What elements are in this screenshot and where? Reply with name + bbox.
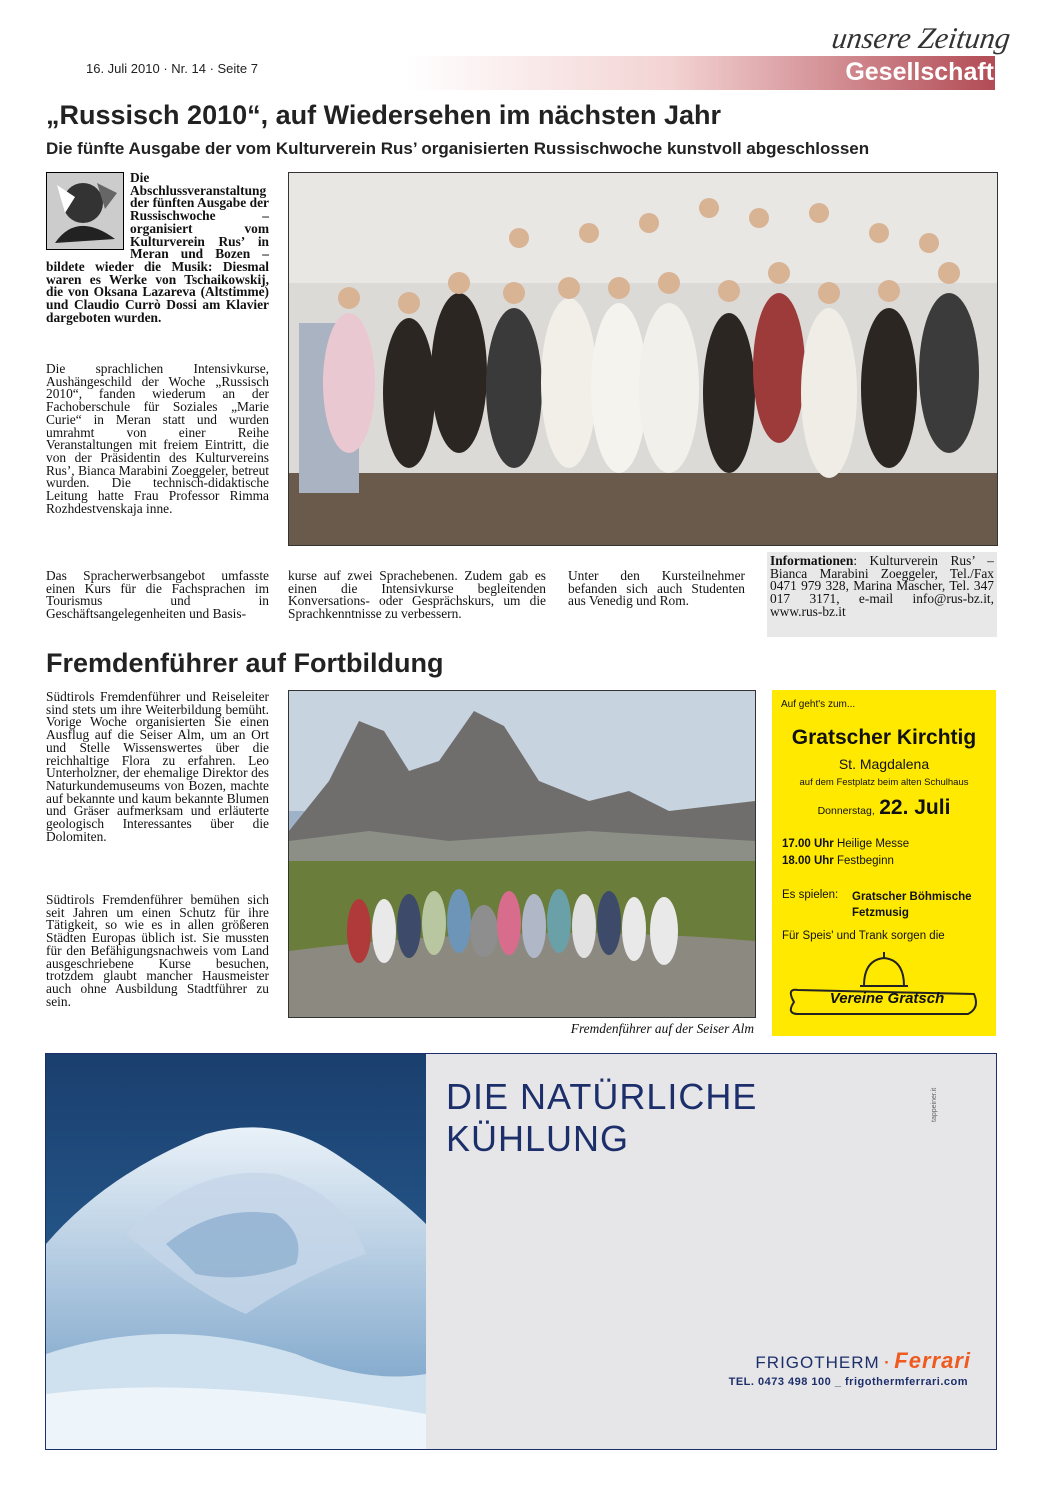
- ad-place: St. Magdalena: [838, 756, 930, 772]
- info-label: Informationen: [770, 553, 854, 568]
- newspaper-logo: unsere Zeitung: [829, 22, 1013, 55]
- ad-organizer: Vereine Gratsch: [829, 990, 945, 1007]
- ad-date-line: [772, 796, 996, 820]
- article1-body4: Unter den Kursteilnehmer befanden sich auch Studenten aus Venedig und Rom.: [568, 568, 745, 609]
- article1-headline: „Russisch 2010“, auf Wiedersehen im nächsten Jahr: [46, 100, 722, 130]
- issue-line: 16. Juli 2010 · Nr. 14 · Seite 7: [86, 61, 258, 76]
- ad-headline-2: KÜHLUNG: [446, 1118, 630, 1159]
- article2-body2: Südtirols Fremdenführer bemühen sich seit Jahren um einen Schutz für ihre Tätigkeit, so wie es in allen größeren Städten Europas üblich ist. Sie mussten für den Befähigungsnachweis vom Land ausgeschriebene Kurse besuchen, trotzdem glaubt mancher Hausmeister auch ohne Ausbildung Stadtführer zu sein.: [46, 892, 269, 1009]
- ad-agency: tappeiner.it: [931, 1087, 938, 1122]
- seiser-alm-photo: [288, 690, 756, 1018]
- article1-info-box: [767, 552, 997, 637]
- brand-dot: ·: [884, 1353, 890, 1372]
- ad-date: 22. Juli: [879, 796, 951, 819]
- ad-schedule-1: 17.00 Uhr Heilige Messe: [782, 838, 910, 850]
- article2-body: Südtirols Fremdenführer und Reiseleiter sind stets um ihre Weiterbildung bemüht. Vorige Woche organisierten Sie einen Ausflug auf die Seiser Alm, um an Ort und Stelle Wissenswertes über die reichhaltige Flora zu erfahren. Leo Unterholzner, der ehemalige Direktor des Naturkundemuseums von Bozen, machte auf bekannte und kaum bekannte Blumen und Gräser aufmerksam und erläuterte geologisch Interessantes über die Dolomiten.: [46, 689, 269, 844]
- ad-intro: Auf geht's zum...: [781, 699, 856, 710]
- info-text: : Kulturverein Rus’ – Bianca Marabini Zoeggeler, Tel./Fax 0471 979 328, Marina Mascher, Tel. 347 017 3171, e-mail info@rus-bz.it, www.rus-bz.it: [770, 553, 994, 619]
- ad-food: Für Speis' und Trank sorgen die: [782, 930, 945, 942]
- ad-headline-1: DIE NATÜRLICHE: [446, 1076, 758, 1117]
- article1-body3: kurse auf zwei Sprachebenen. Zudem gab es einen die Intensivkurse begleitenden Konversations- oder Gesprächskurs, um die Sprachkenntnisse zu verbessern.: [288, 568, 546, 622]
- section-title: Gesellschaft: [845, 58, 994, 86]
- ad-schedule-2: 18.00 Uhr Festbeginn: [782, 855, 894, 867]
- article1-lead: Die Abschlussveranstaltung der fünften Ausgabe der Russischwoche – organisiert vom Kulturverein Rus’ in Meran und Bozen – bildete wieder die Musik: Diesmal waren es Werke von Tschaikowskij, die von Oksana Lazareva (Altstimme) und Claudio Currò Dossi am Klavier dargeboten wurden.: [46, 170, 269, 325]
- ad-weekday: Donnerstag,: [817, 805, 875, 817]
- brand-ferrari: Ferrari: [894, 1348, 971, 1373]
- group-photo-russisch: [288, 172, 998, 546]
- article2-headline: Fremdenführer auf Fortbildung: [46, 648, 444, 678]
- article1-body2: Das Spracherwerbsangebot umfasste einen Kurs für die Fachsprachen im Tourismus und in Geschäftsangelegenheiten und Basis-: [46, 568, 269, 622]
- article1-body1: Die sprachlichen Intensivkurse, Aushängeschild der Woche „Russisch 2010“, fanden wiederum an der Fachoberschule für Soziales „Marie Curie“ in Meran statt und wurden umrahmt von einer Reihe Veranstaltungen mit freiem Eintritt, die von der Präsidentin des Kulturvereins Rus’, Bianca Marabini Zoeggeler, betreut wurden. Die technisch-didaktische Leitung hatte Frau Professor Rimma Rozhdestvenskaja inne.: [46, 361, 269, 516]
- photo-caption: Fremdenführer auf der Seiser Alm: [570, 1021, 754, 1036]
- ad-brand-line: [606, 1348, 971, 1374]
- ad-band: Gratscher Böhmische Fetzmusig: [852, 891, 972, 919]
- article1-subhead: Die fünfte Ausgabe der vom Kulturverein Rus’ organisierten Russischwoche kunstvoll abgeschlossen: [46, 139, 870, 158]
- ad-location: auf dem Festplatz beim alten Schulhaus: [799, 777, 969, 788]
- ad-contact: TEL. 0473 498 100 _ frigothermferrari.com: [728, 1376, 968, 1388]
- glacier-image: [46, 1054, 426, 1449]
- ad-band-label: Es spielen:: [782, 889, 839, 901]
- ad-title: Gratscher Kirchtig: [791, 726, 977, 749]
- brand-frigotherm: FRIGOTHERM: [755, 1353, 880, 1372]
- ad-frigotherm: [45, 1053, 997, 1450]
- ad-gratscher-kirchtig: [772, 690, 996, 1036]
